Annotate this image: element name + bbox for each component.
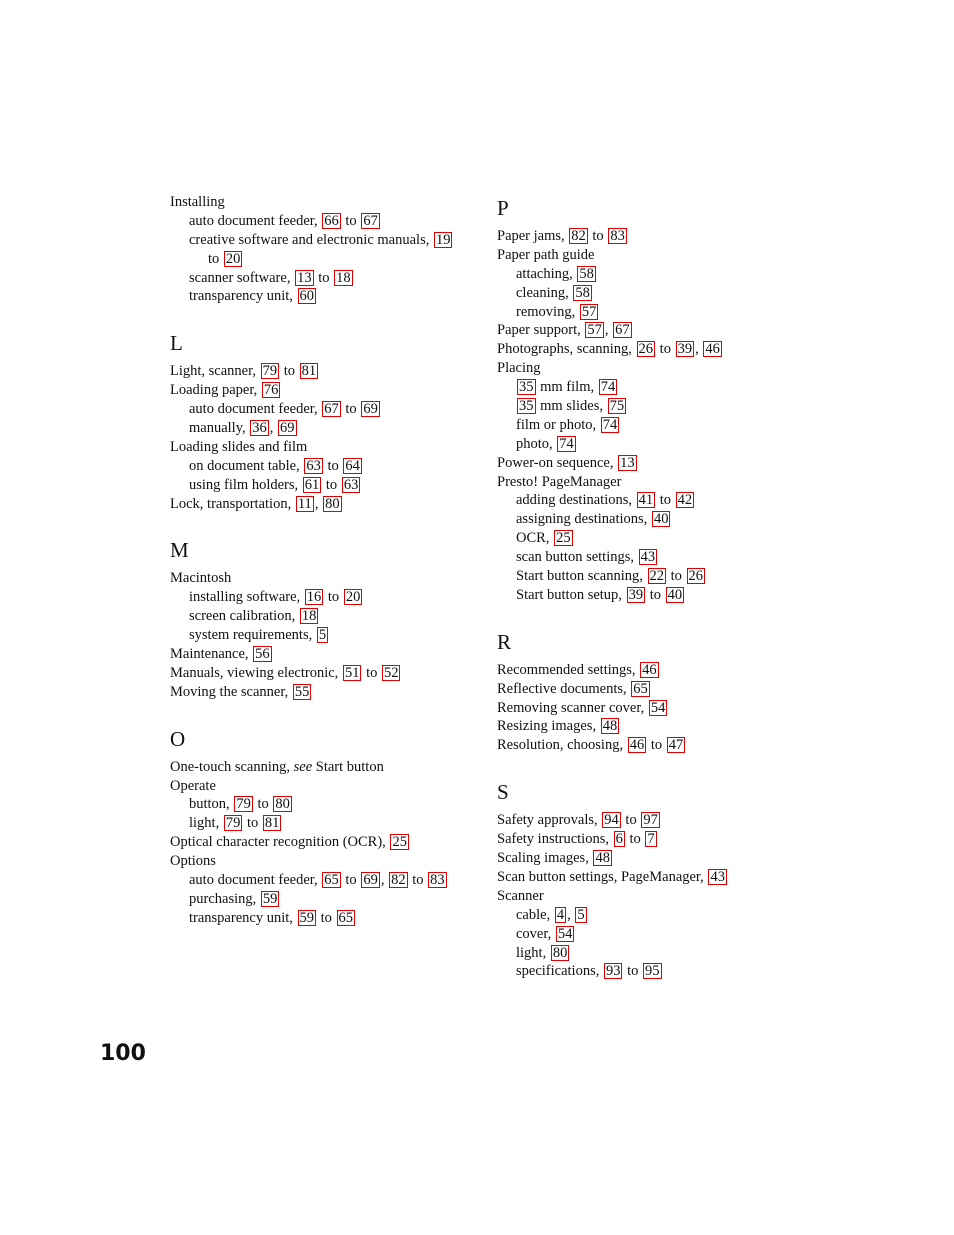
index-entry [170,400,480,419]
page-reference-link[interactable]: 58 [579,265,594,282]
index-entry-text: Start button [312,758,384,775]
reference-separator: to [362,664,381,681]
index-entry-text: Scaling images, [497,850,593,867]
page-reference-link[interactable]: 81 [264,815,280,832]
page-reference-link[interactable]: 94 [604,812,619,829]
page-reference-link[interactable]: 59 [262,890,278,907]
index-entry [170,909,480,928]
index-entry-text: Installing [170,194,225,210]
reference-separator: to [667,568,686,585]
reference-separator: to [656,492,675,509]
index-entry [497,962,817,981]
index-entry [497,736,817,755]
index-entry-text: Light, scanner, [170,363,260,380]
index-entry-text: Operate [170,777,216,794]
page-reference-link[interactable]: 43 [640,549,656,566]
reference-separator: to [323,457,343,474]
index-entry [497,906,817,925]
page-reference-link[interactable]: 5 [577,906,585,923]
index-entry [170,362,480,381]
page-reference-link[interactable]: 43 [710,868,725,885]
index-entry-text: film or photo, [516,416,600,433]
index-entry [170,476,480,495]
index-entry [497,491,817,510]
index-entry [170,664,480,683]
reference-separator: , [380,872,389,889]
page-reference-link[interactable]: 67 [363,212,378,229]
index-entry [497,284,817,303]
page-reference-link[interactable]: 51 [344,664,360,681]
page-reference-link[interactable]: 18 [301,608,317,625]
page-reference-link[interactable]: 35 [519,379,534,396]
index-entry [497,321,817,340]
page-reference-link[interactable]: 20 [225,250,241,267]
page-reference-link[interactable]: 48 [595,850,610,867]
index-entry-text: specifications, [516,963,603,980]
index-entry-text: mm film, [536,379,598,396]
page-reference-link[interactable]: 75 [609,398,625,415]
reference-separator: to [341,212,361,229]
reference-separator: to [253,796,273,813]
index-entry [497,397,817,416]
page-reference-link[interactable]: 22 [649,568,664,585]
index-entry [497,811,817,830]
index-entry-text: Loading slides and film [170,438,308,455]
index-entry-text: Lock, transportation, [170,495,295,512]
index-entry [170,212,480,231]
index-entry [497,717,817,736]
index-entry [170,871,480,890]
index-entry [170,626,480,645]
index-entry-text: using film holders, [189,476,302,493]
index-entry-text: Paper jams, [497,228,569,244]
index-entry-text: Macintosh [170,570,232,587]
index-entry-text: Moving the scanner, [170,683,292,700]
index-entry [497,265,817,284]
index-entry [170,607,480,626]
reference-separator: , [314,495,323,512]
page-reference-link[interactable]: 83 [610,228,625,244]
index-column-right [497,193,817,981]
page-reference-link[interactable]: 83 [430,872,445,889]
index-entry [497,944,817,963]
index-entry-text: Reflective documents, [497,680,631,697]
page-reference-link[interactable]: 55 [294,683,310,700]
index-entry-text: Start button scanning, [516,568,647,585]
index-section-letter: R [497,629,512,654]
index-section-letter: L [170,331,183,356]
reference-separator: to [625,831,645,848]
index-entry [170,683,480,702]
index-entry [170,852,480,871]
page-reference-link[interactable]: 97 [643,812,658,829]
page-reference-link[interactable]: 19 [435,231,451,248]
index-entry [170,758,480,777]
page-reference-link[interactable]: 41 [638,492,654,509]
index-entry [170,269,480,288]
index-entry [170,890,480,909]
page-reference-link[interactable]: 7 [647,831,655,848]
index-entry [497,473,817,492]
index-entry-text: Resizing images, [497,718,600,735]
page-reference-link[interactable]: 40 [667,586,683,603]
index-entry [497,830,817,849]
index-entry-text: Safety instructions, [497,831,613,848]
reference-separator: to [280,363,299,380]
index-entry-text: button, [189,796,234,813]
reference-separator: to [647,737,666,754]
page-reference-link[interactable]: 82 [571,228,586,244]
page-reference-link[interactable]: 54 [650,699,666,716]
index-entry [170,833,480,852]
page-reference-link[interactable]: 80 [325,495,340,512]
index-entry-text: Scanner [497,887,544,904]
index-entry [497,435,817,454]
index-entry-text: system requirements, [189,627,316,644]
reference-separator: to [646,586,665,603]
index-entry-text: Paper support, [497,322,585,339]
index-entry [497,416,817,435]
page-reference-link[interactable]: 59 [299,909,315,926]
page-reference-link[interactable]: 5 [318,627,327,644]
index-entry-text: transparency unit, [189,909,297,926]
reference-separator: , [269,420,278,437]
index-entry [497,227,817,246]
page-reference-link[interactable]: 56 [255,646,270,663]
index-entry [170,250,480,269]
index-entry [497,378,817,397]
page-reference-link[interactable]: 57 [581,303,597,320]
index-entry [170,777,480,796]
page-reference-link[interactable]: 65 [324,872,339,889]
page-reference-link[interactable]: 63 [306,457,321,474]
index-entry [170,645,480,664]
page-reference-link[interactable]: 74 [602,416,618,433]
page-reference-link[interactable]: 6 [615,831,623,848]
index-entry-text: cable, [516,906,554,923]
index-entry-text: light, [189,815,223,832]
page-reference-link[interactable]: 46 [629,737,645,754]
reference-separator: to [341,401,361,418]
index-entry-text: attaching, [516,265,577,282]
reference-separator: to [621,812,641,829]
page-reference-link[interactable]: 67 [324,401,339,418]
page-reference-link[interactable]: 42 [677,492,693,509]
page-reference-link[interactable]: 39 [628,586,644,603]
page-reference-link[interactable]: 79 [225,815,241,832]
index-entry-text: Scan button settings, PageManager, [497,868,708,885]
index-entry-text: Start button setup, [516,586,626,603]
index-entry [497,359,817,378]
reference-separator: to [656,341,675,358]
index-entry [497,529,817,548]
index-section-letter: O [170,726,186,751]
page-reference-link[interactable]: 54 [557,925,573,942]
index-entry [170,795,480,814]
index-entry [170,231,480,250]
index-entry-text: Resolution, choosing, [497,737,627,754]
page-reference-link[interactable]: 25 [556,530,571,547]
index-entry [497,849,817,868]
index-entry-text: removing, [516,303,579,320]
page-reference-link[interactable]: 46 [705,341,720,358]
index-entry-text: cleaning, [516,284,573,301]
index-entry [497,925,817,944]
index-entry-text: auto document feeder, [189,872,322,889]
page-reference-link[interactable]: 79 [262,363,278,380]
index-section-letter: M [170,538,189,563]
index-entry-text: creative software and electronic manuals, [189,231,433,248]
page-reference-link[interactable]: 76 [263,382,279,399]
page-reference-link[interactable]: 25 [392,834,407,851]
index-entry-text: Manuals, viewing electronic, [170,664,342,681]
page-reference-link[interactable]: 69 [363,872,378,889]
page-reference-link[interactable]: 65 [338,909,354,926]
index-entry-text: installing software, [189,589,304,606]
page-reference-link[interactable]: 80 [275,796,290,813]
index-entry-text: Removing scanner cover, [497,699,648,716]
page-reference-link[interactable]: 36 [252,420,267,437]
index-entry [497,340,817,359]
index-entry [497,586,817,605]
index-entry-text: transparency unit, [189,288,297,305]
index-entry [497,887,817,906]
page-reference-link[interactable]: 13 [297,269,312,286]
index-entry-text: screen calibration, [189,608,299,625]
index-entry-text: auto document feeder, [189,212,322,229]
page-reference-link[interactable]: 18 [336,269,351,286]
page-reference-link[interactable]: 81 [301,363,317,380]
index-entry-text: light, [516,944,550,961]
page-reference-link[interactable]: 20 [345,589,361,606]
page-reference-link[interactable]: 80 [552,944,568,961]
index-entry [497,699,817,718]
reference-separator: to [341,872,361,889]
page-reference-link[interactable]: 63 [343,476,359,493]
index-entry [497,246,817,265]
index-entry-text: Loading paper, [170,382,261,399]
page-reference-link[interactable]: 26 [688,568,704,585]
index-entry-text: Safety approvals, [497,812,602,829]
page-reference-link[interactable]: 74 [600,379,616,396]
page-reference-link[interactable]: 65 [633,680,648,697]
index-entry-text: photo, [516,435,557,452]
index-entry-text: mm slides, [536,398,607,415]
page-reference-link[interactable]: 52 [383,664,399,681]
index-entry [170,419,480,438]
index-entry [170,588,480,607]
index-entry [497,454,817,473]
page-number: 100 [100,1041,146,1066]
index-entry-text: Placing [497,360,541,377]
index-entry [170,495,480,514]
index-entry-text: One-touch scanning, [170,758,294,775]
index-entry [170,457,480,476]
page-reference-link[interactable]: 47 [668,737,684,754]
index-entry-text: to [208,250,223,267]
page-reference-link[interactable]: 57 [587,322,602,339]
reference-separator: , [695,341,703,358]
page-reference-link[interactable]: 48 [602,718,618,735]
index-entry [170,287,480,306]
page-reference-link[interactable]: 58 [575,284,590,301]
index-entry-text: cover, [516,925,555,942]
index-entry [497,303,817,322]
page-reference-link[interactable]: 74 [559,435,574,452]
reference-separator: to [314,269,334,286]
reference-separator: to [317,909,336,926]
reference-separator: to [324,589,343,606]
see-reference: see [293,758,313,775]
page-reference-link[interactable]: 79 [236,796,251,813]
page-reference-link[interactable]: 11 [297,495,312,512]
index-entry-text: auto document feeder, [189,401,322,418]
index-entry [497,510,817,529]
page-reference-link[interactable]: 67 [615,322,630,339]
reference-separator: to [408,872,428,889]
page-reference-link[interactable]: 69 [363,401,378,418]
index-entry-text: Paper path guide [497,246,595,263]
index-entry-text: Options [170,853,216,870]
reference-separator: to [588,228,608,244]
index-entry-text: Power-on sequence, [497,454,618,471]
page-reference-link[interactable]: 82 [391,872,406,889]
page-reference-link[interactable]: 69 [280,420,295,437]
reference-separator: , [604,322,613,339]
index-entry [497,567,817,586]
page-reference-link[interactable]: 13 [620,454,635,471]
index-entry [170,569,480,588]
index-entry-text: scan button settings, [516,549,638,566]
index-entry-text: Recommended settings, [497,661,640,678]
page-reference-link[interactable]: 61 [304,476,320,493]
page-reference-link[interactable]: 66 [324,212,339,229]
index-entry-text: OCR, [516,530,554,547]
page-reference-link[interactable]: 95 [645,963,660,980]
page-reference-link[interactable]: 4 [556,906,565,923]
page-reference-link[interactable]: 64 [345,457,360,474]
reference-separator: to [243,815,262,832]
index-entry [497,680,817,699]
index-entry [497,548,817,567]
index-entry-text: on document table, [189,457,304,474]
page-reference-link[interactable]: 16 [306,589,322,606]
index-entry-text: Photographs, scanning, [497,341,636,358]
index-section-letter: P [497,196,509,220]
page-reference-link[interactable]: 26 [638,341,654,358]
index-entry [170,193,480,212]
index-entry-text: Optical character recognition (OCR), [170,834,390,851]
page-reference-link[interactable]: 46 [642,661,657,678]
index-entry-text: assigning destinations, [516,511,651,528]
index-entry-text: adding destinations, [516,492,636,509]
index-entry [170,814,480,833]
page-reference-link[interactable]: 39 [677,341,693,358]
index-entry-text: purchasing, [189,890,260,907]
index-entry [170,438,480,457]
page-reference-link[interactable]: 35 [519,398,534,415]
index-entry [497,661,817,680]
index-entry-text: manually, [189,420,250,437]
page-reference-link[interactable]: 93 [605,963,621,980]
index-column-left [170,193,480,928]
reference-separator: , [567,906,575,923]
index-entry-text: Maintenance, [170,646,253,663]
index-entry-text: scanner software, [189,269,295,286]
reference-separator: to [623,963,643,980]
index-section-letter: S [497,780,509,805]
index-entry [497,868,817,887]
index-entry [170,381,480,400]
reference-separator: to [322,476,341,493]
index-entry-text: Presto! PageManager [497,473,622,490]
page-reference-link[interactable]: 60 [299,288,315,305]
page-reference-link[interactable]: 40 [653,511,669,528]
